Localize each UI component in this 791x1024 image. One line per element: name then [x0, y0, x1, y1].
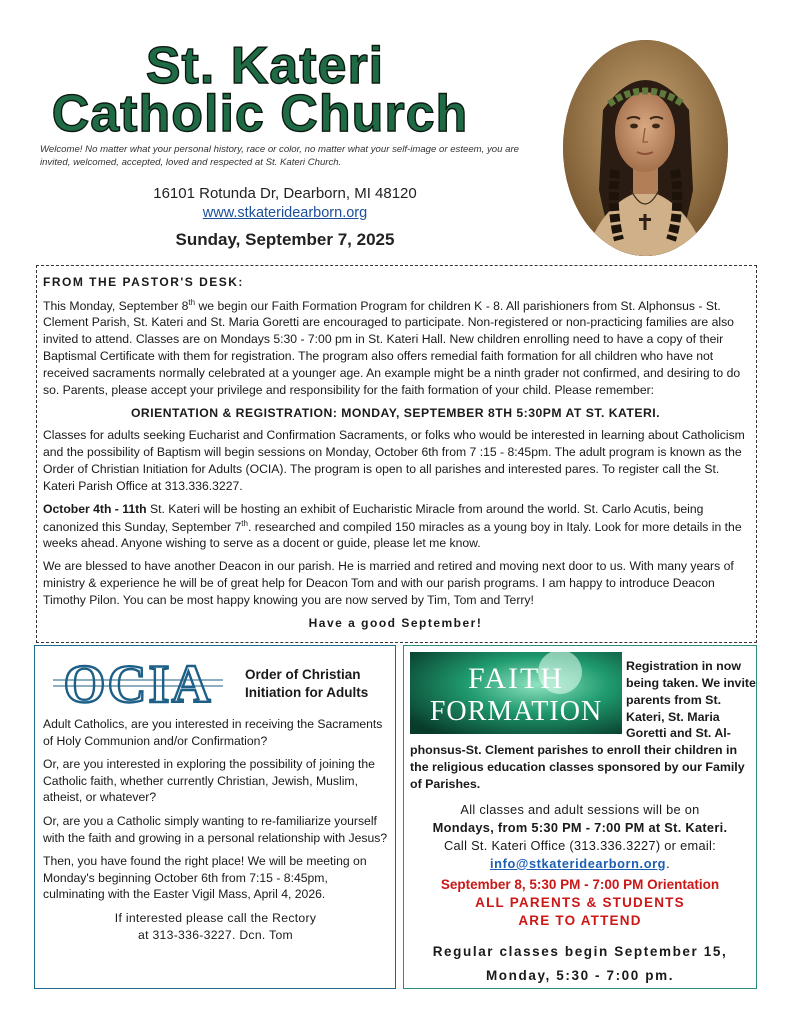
church-title-line1: St. Kateri [145, 37, 385, 95]
pastor-closing: Have a good September! [308, 615, 483, 630]
church-title-line2: Catholic Church [51, 85, 469, 143]
ocia-schedule: Then, you have found the right place! We will be meeting on Monday's beginning October 6th from 7:15 - 8:45pm, culminating with the Easter Vigil Mass, April 4, 2026. [43, 854, 367, 902]
pastors-desk-section [36, 265, 757, 643]
p1-sup: th [188, 297, 196, 307]
ocia-body [43, 716, 388, 943]
ocia-question-2: Or, are you interested in exploring the possibility of joining the Catholic faith, whether currently Christian, Jewish, Muslim, atheist, or whatever? [43, 757, 375, 805]
bulletin-date: Sunday, September 7, 2025 [175, 230, 395, 249]
ocia-section [34, 645, 396, 989]
ff-orientation-date: September 8, 5:30 PM - 7:00 PM Orientation [440, 877, 720, 892]
ocia-question-3: Or, are you a Catholic simply wanting to re-familiarize yourself with the faith and growing in a personal relationship with Jesus? [43, 813, 388, 845]
p3-start: St. Kateri will be hosting an exhibit of Eucharistic Miracle from around the world. St. Carlo Acutis, being canonized this Sunday, September 7 [43, 501, 704, 534]
pastors-desk-heading: FROM THE PASTOR'S DESK: [43, 275, 244, 289]
p1-rest: we begin our Faith Formation Program for children K - 8. All parishioners from St. Alphonsus - St. Clement Parish, St. Kateri and St. Maria Goretti are encouraged to participate. Non-registered or non-practicing families are also invited to attend. Classes are on Mondays 5:30 - 7:00 pm in St. Kateri Hall. New children enrolling need to have a copy of their Baptismal Certificate with them for registration. The program also offers remedial faith formation for all children who have not received sacraments normally celebrated at a younger age. An example might be a ninth grader not confirmed, and desiring to do so. Parents, please accept your privilege and responsibility for the faith formation of your child. Please remember: [43, 298, 741, 397]
faith-formation-section [403, 645, 757, 989]
ocia-contact-line1: If interested please call the Rectory [114, 910, 317, 925]
ff-classes-time: Mondays, from 5:30 PM - 7:00 PM at St. Kateri. [432, 819, 728, 835]
ff-email-link[interactable]: info@stkateridearborn.org [490, 855, 667, 871]
ocia-logo [43, 656, 233, 708]
pastor-paragraph-exhibit [43, 501, 748, 553]
welcome-message: Welcome! No matter what your personal history, race or color, no matter what your self-image or esteem, you are invited, welcomed, accepted, loved and respected at St. Kateri Church. [40, 144, 519, 168]
ff-email-row: info@stkateridearborn.org. [490, 855, 670, 871]
ff-class-schedule [410, 801, 750, 873]
ff-registration-text: Registration in now being taken. We invite parents from St. Kateri, St. Maria Goretti and St. Al- [626, 659, 756, 741]
ff-classes-bold [410, 819, 750, 837]
p3-sup: th [241, 518, 248, 528]
p1-start: This Monday, September 8 [43, 298, 189, 313]
ff-classes-line1: All classes and adult sessions will be on [460, 802, 700, 817]
website-link[interactable]: www.stkateridearborn.org [202, 205, 368, 221]
ocia-contact-line2: at 313-336-3227. Dcn. Tom [138, 927, 293, 942]
faith-logo-line2: FORMATION [429, 696, 603, 727]
faith-logo-line1: FAITH [467, 662, 565, 695]
ff-regular-line2: Monday, 5:30 - 7:00 pm. [485, 968, 675, 984]
p3-rest: . researched and compiled 150 miracles as a young boy in Italy. Look for more details in the weeks ahead. Anyone wishing to serve as a docent or guide, please let me know. [43, 519, 742, 551]
faith-formation-logo [410, 652, 622, 734]
pastor-paragraph-ocia: Classes for adults seeking Eucharist and Confirmation Sacraments, or folks who would be interested in learning about Catholicism and the possibility of Baptism will begin sessions on Monday, October 6th from 7 :15 - 8:45pm. The adult program is known as the Order of Christian Initiation for Adults (OCIA). The program is open to all parishes and interested pares. To register call the St. Kateri Parish Office at 313.336.3227. [43, 428, 745, 493]
orientation-announcement: ORIENTATION & REGISTRATION: MONDAY, SEPTEMBER 8TH 5:30PM AT ST. KATERI. [130, 405, 661, 420]
ff-attend-line1: ALL PARENTS & STUDENTS [475, 895, 685, 910]
portrait-illustration [563, 40, 728, 256]
exhibit-dates: October 4th - 11th [43, 501, 147, 516]
church-address: 16101 Rotunda Dr, Dearborn, MI 48120 [153, 185, 417, 202]
ocia-heading: Order of Christian Initiation for Adults [245, 667, 369, 700]
bulletin-header [0, 0, 791, 262]
ocia-logo-text: OCIA [63, 656, 213, 708]
ff-attend-notice [410, 894, 750, 930]
ff-regular-line1: Regular classes begin September 15, [432, 944, 728, 959]
st-kateri-portrait [563, 40, 728, 256]
ff-classes-line3: Call St. Kateri Office (313.336.3227) or email: [443, 837, 717, 853]
ff-attend-line2: ARE TO ATTEND [518, 913, 642, 929]
ff-registration-text-cont: phonsus-St. Clement parishes to enroll their children in the religious education classes sponsored by our Family of Parishes. [410, 743, 745, 791]
pastor-paragraph-deacon: We are blessed to have another Deacon in our parish. He is married and retired and moving next door to us. With many years of ministry & experience he will be of great help for Deacon Tom and with our parish programs. I am happy to introduce Deacon Timothy Pilon. You can be most happy knowing you are now served by Tim, Tom and Terry! [43, 559, 734, 607]
pastor-paragraph-faith-formation [43, 297, 748, 399]
ff-regular-classes [410, 940, 750, 989]
ocia-question-1: Adult Catholics, are you interested in receiving the Sacraments of Holy Communion and/or Confirmation? [43, 717, 383, 748]
ocia-contact [43, 910, 388, 943]
